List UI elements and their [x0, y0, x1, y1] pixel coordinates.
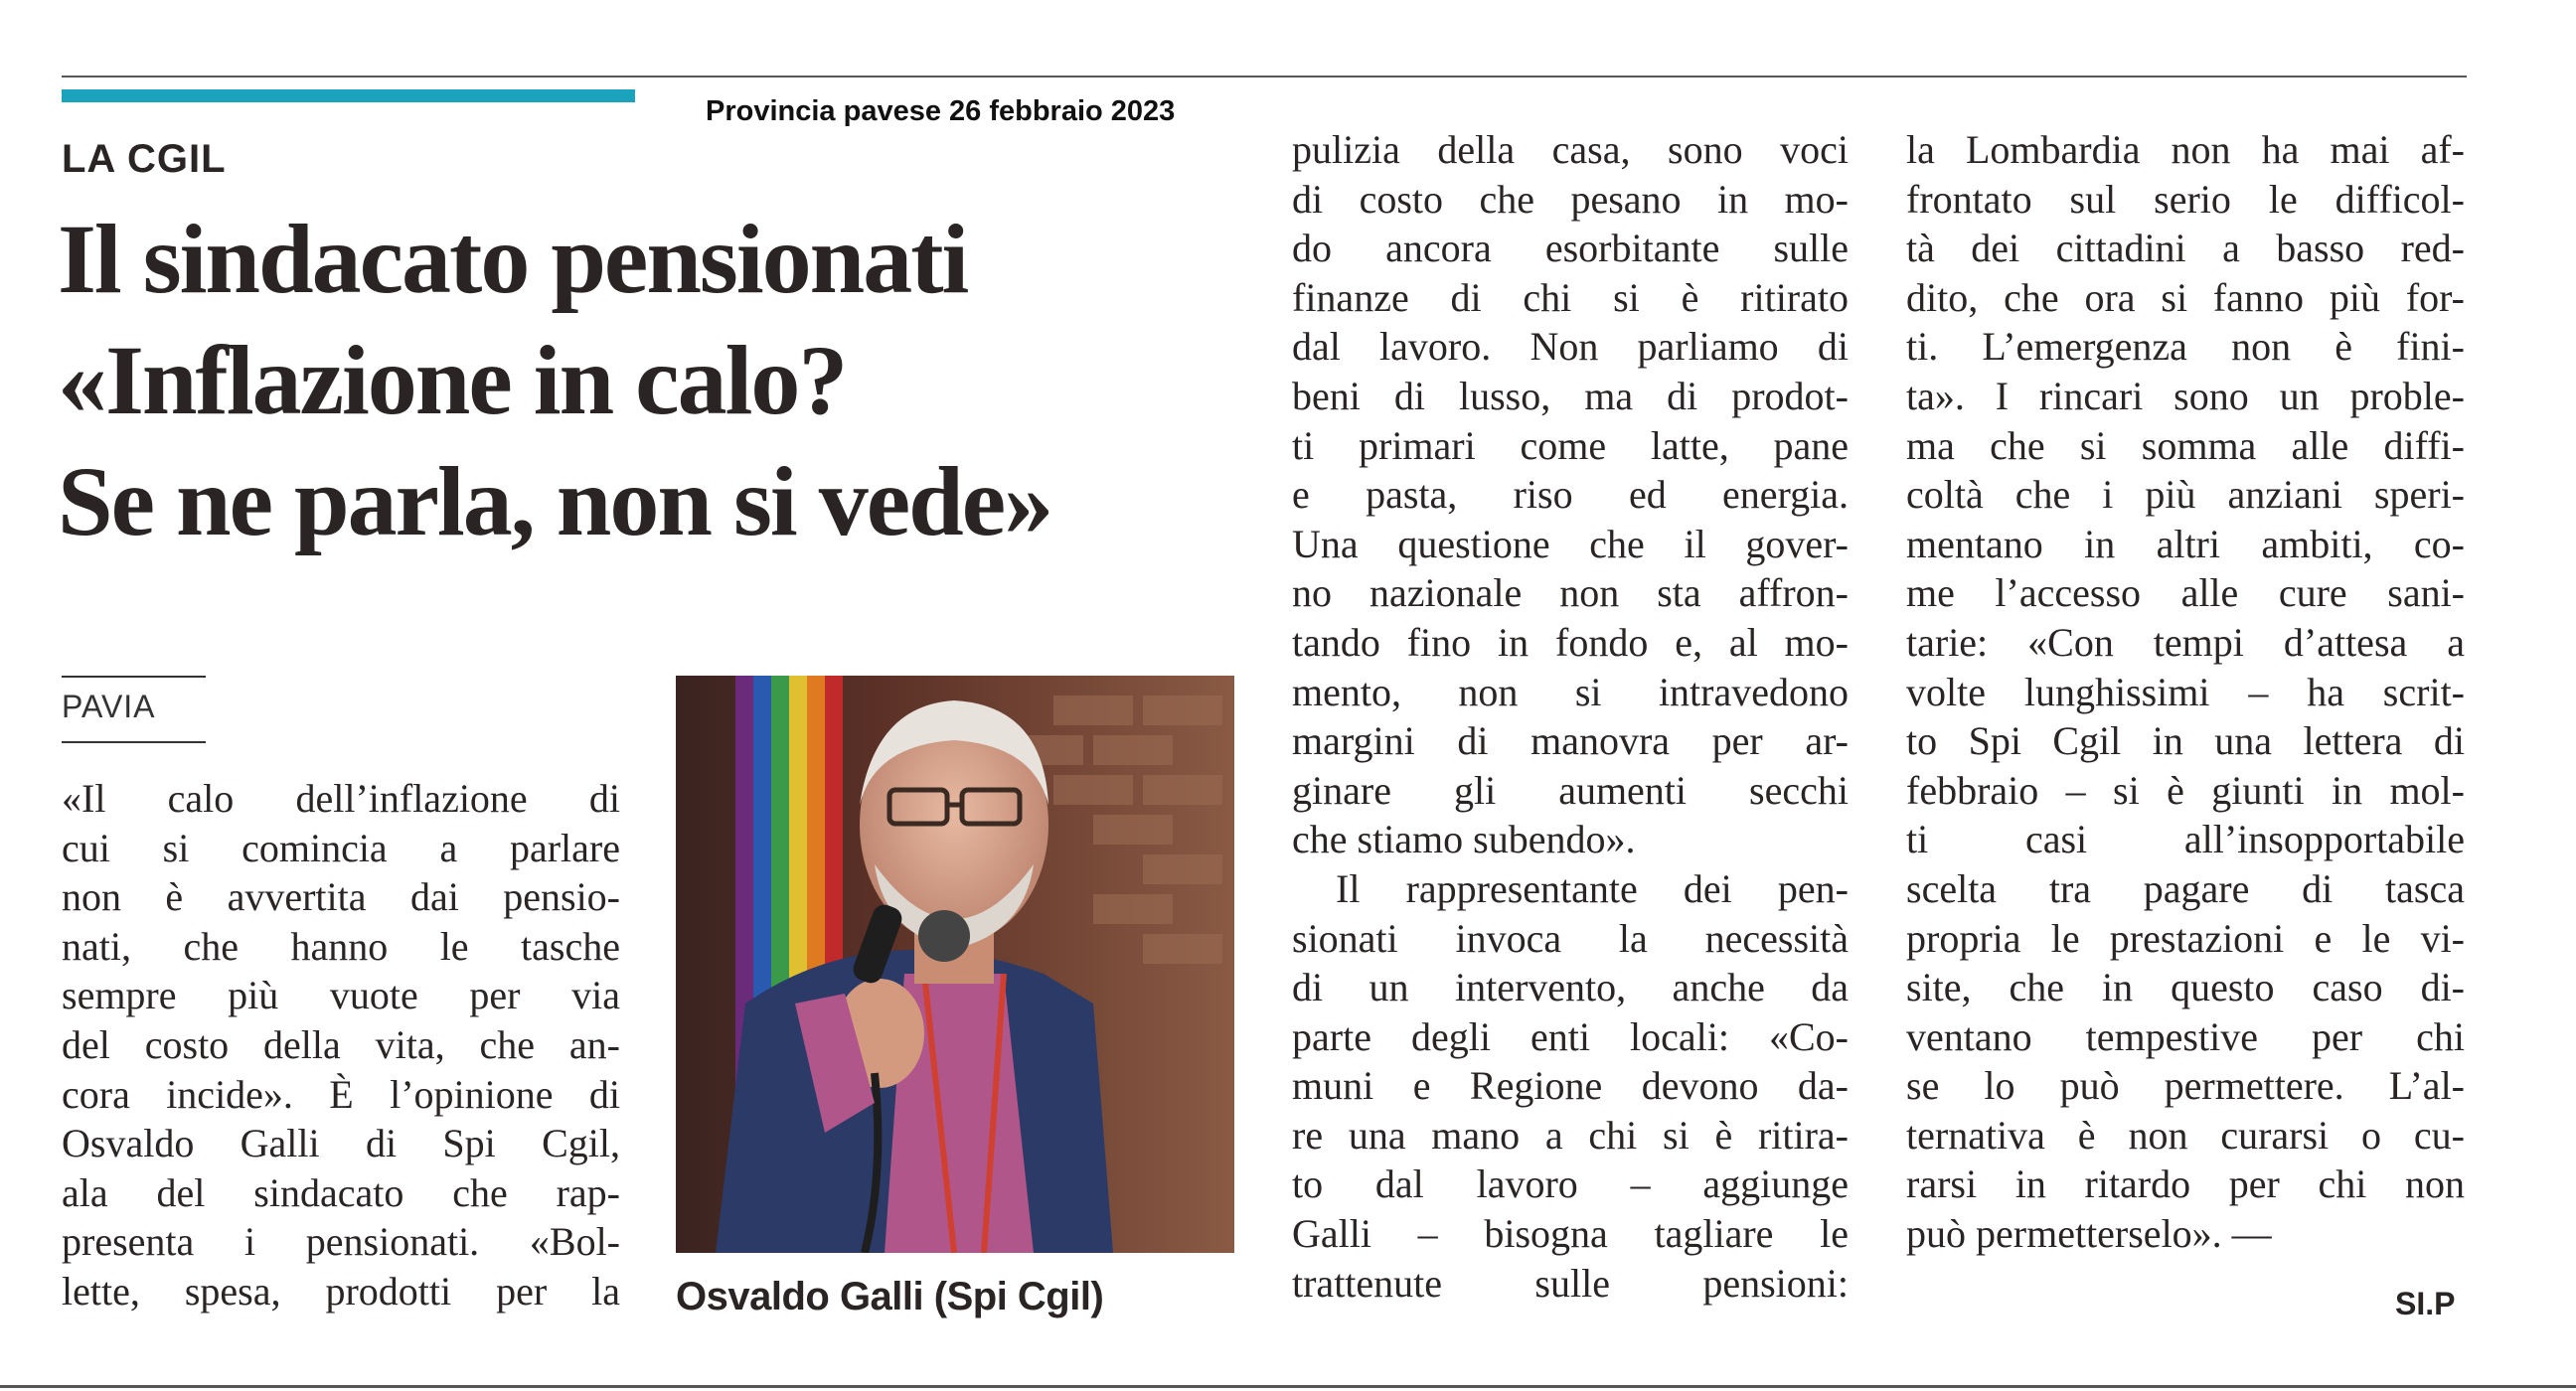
text-line: ternativa è non curarsi o cu-: [1906, 1112, 2465, 1158]
dateline: PAVIA: [62, 689, 156, 724]
text-line: febbraio – si è giunti in mol-: [1906, 767, 2465, 813]
text-line: do ancora esorbitante sulle: [1292, 226, 1849, 271]
text-line: di un intervento, anche da: [1292, 965, 1849, 1010]
text-line: no nazionale non sta affron-: [1292, 570, 1849, 616]
text-line: la Lombardia non ha mai af-: [1906, 127, 2465, 172]
text-line: pulizia della casa, sono voci: [1292, 127, 1849, 172]
text-line: Il rappresentante dei pen-: [1336, 865, 1849, 911]
photo-caption: Osvaldo Galli (Spi Cgil): [676, 1275, 1104, 1318]
article-column-1: [62, 774, 620, 1316]
text-line: se lo può permettere. L’al-: [1906, 1063, 2465, 1109]
text-line: «Il calo dell’inflazione di: [62, 776, 620, 821]
text-line: nati, che hanno le tasche: [62, 923, 620, 969]
text-line: ventano tempestive per chi: [1906, 1013, 2465, 1059]
text-line: che stiamo subendo».: [1292, 817, 1636, 862]
text-line: cora incide». È l’opinione di: [62, 1071, 620, 1117]
dateline-rule-bottom: [62, 741, 206, 743]
source-line: Provincia pavese 26 febbraio 2023: [706, 95, 1176, 127]
text-line: frontato sul serio le difficol-: [1906, 176, 2465, 222]
text-line: margini di manovra per ar-: [1292, 718, 1849, 764]
dateline-rule-top: [62, 676, 206, 678]
author-signature: SI.P: [2395, 1286, 2456, 1321]
headline-line-3: Se ne parla, non si vede»: [58, 446, 1052, 556]
text-line: dito, che ora si fanno più for-: [1906, 274, 2465, 320]
text-line: del costo della vita, che an-: [62, 1021, 620, 1067]
text-line: site, che in questo caso di-: [1906, 965, 2465, 1010]
text-line: to Spi Cgil in una lettera di: [1906, 718, 2465, 764]
text-line: ti primari come latte, pane: [1292, 422, 1849, 468]
text-line: e pasta, riso ed energia.: [1292, 472, 1849, 518]
bottom-rule: [0, 1385, 2576, 1388]
text-line: lette, spesa, prodotti per la: [62, 1268, 620, 1314]
text-line: ala del sindacato che rap-: [62, 1169, 620, 1215]
text-line: sionati invoca la necessità: [1292, 915, 1849, 961]
text-line: trattenute sulle pensioni:: [1292, 1260, 1849, 1306]
text-line: ta». I rincari sono un proble-: [1906, 373, 2465, 418]
text-line: ginare gli aumenti secchi: [1292, 767, 1849, 813]
text-line: cui si comincia a parlare: [62, 825, 620, 870]
section-accent-bar: [62, 89, 635, 102]
text-line: ma che si somma alle diffi-: [1906, 422, 2465, 468]
text-line: Galli – bisogna tagliare le: [1292, 1211, 1849, 1257]
text-line: tando fino in fondo e, al mo-: [1292, 619, 1849, 665]
text-line: parte degli enti locali: «Co-: [1292, 1013, 1849, 1059]
headline-line-1: Il sindacato pensionati: [58, 204, 968, 314]
text-line: non è avvertita dai pensio-: [62, 874, 620, 920]
text-line: rarsi in ritardo per chi non: [1906, 1161, 2465, 1207]
text-line: me l’accesso alle cure sani-: [1906, 570, 2465, 616]
text-line: volte lunghissimi – ha scrit-: [1906, 669, 2465, 714]
kicker: LA CGIL: [62, 137, 227, 181]
text-line: sempre più vuote per via: [62, 973, 620, 1018]
text-line: ti. L’emergenza non è fini-: [1906, 324, 2465, 370]
text-line: beni di lusso, ma di prodot-: [1292, 373, 1849, 418]
text-line: può permetterselo». —: [1906, 1211, 2272, 1257]
text-line: tarie: «Con tempi d’attesa a: [1906, 619, 2465, 665]
text-line: coltà che i più anziani speri-: [1906, 472, 2465, 518]
text-line: mentano in altri ambiti, co-: [1906, 521, 2465, 566]
headline-line-2: «Inflazione in calo?: [58, 325, 847, 435]
text-line: re una mano a chi si è ritira-: [1292, 1112, 1849, 1158]
text-line: finanze di chi si è ritirato: [1292, 274, 1849, 320]
text-line: Osvaldo Galli di Spi Cgil,: [62, 1121, 620, 1166]
text-line: presenta i pensionati. «Bol-: [62, 1219, 620, 1265]
text-line: dal lavoro. Non parliamo di: [1292, 324, 1849, 370]
portrait-photo: [676, 676, 1234, 1253]
headline: [58, 199, 1250, 562]
text-line: to dal lavoro – aggiunge: [1292, 1161, 1849, 1207]
text-line: di costo che pesano in mo-: [1292, 176, 1849, 222]
text-line: tà dei cittadini a basso red-: [1906, 226, 2465, 271]
text-line: mento, non si intravedono: [1292, 669, 1849, 714]
article-column-2: [1292, 125, 1849, 1308]
top-rule: [62, 76, 2467, 77]
text-line: propria le prestazioni e le vi-: [1906, 915, 2465, 961]
text-line: Una questione che il gover-: [1292, 521, 1849, 566]
article-column-3: [1906, 125, 2465, 1259]
text-line: scelta tra pagare di tasca: [1906, 865, 2465, 911]
text-line: muni e Regione devono da-: [1292, 1063, 1849, 1109]
text-line: ti casi all’insopportabile: [1906, 817, 2465, 862]
